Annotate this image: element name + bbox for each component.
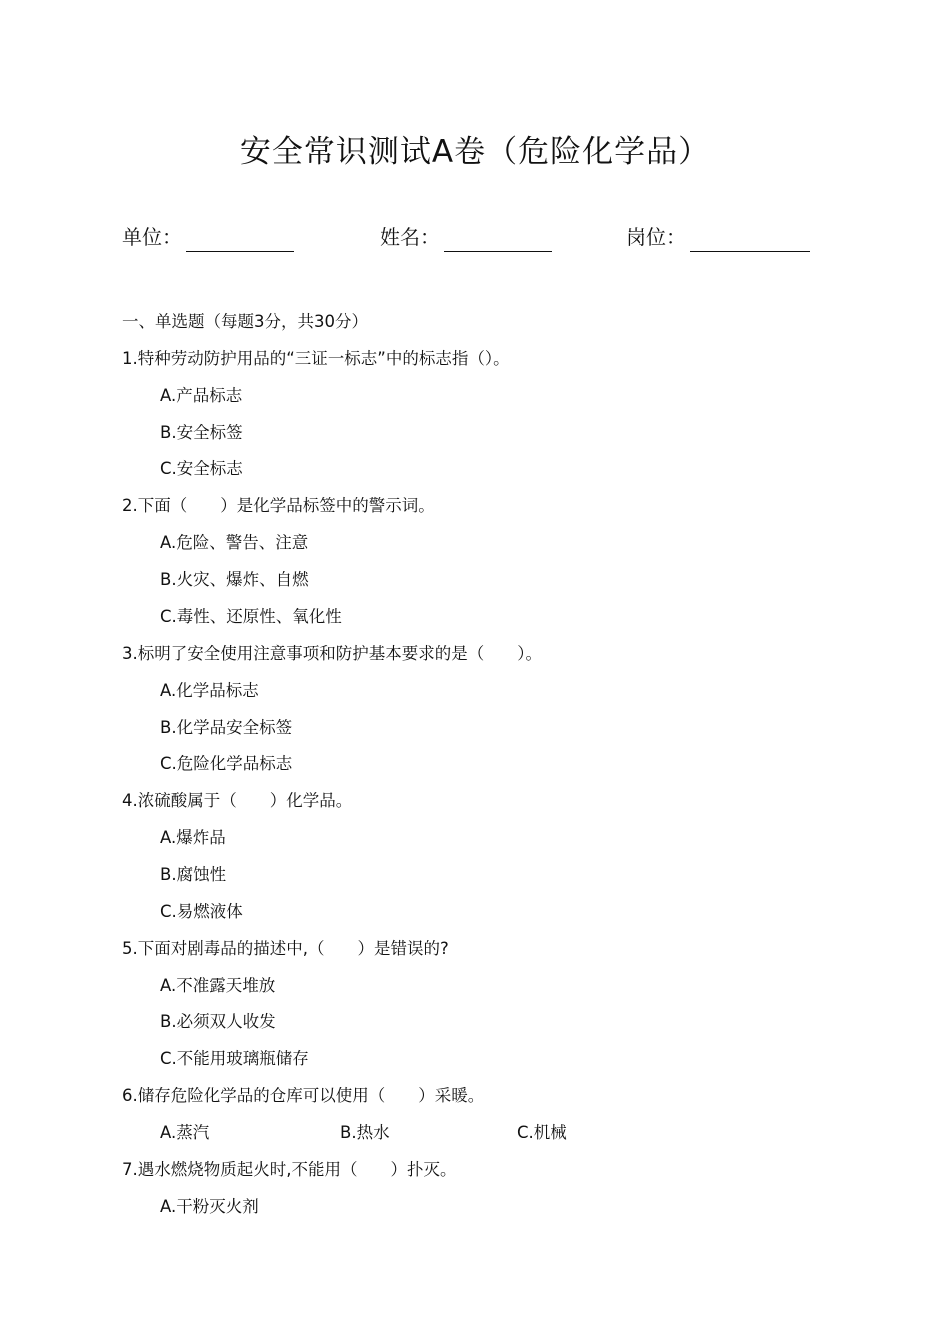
- option: A.危险、警告、注意: [160, 533, 309, 552]
- question-stem: 7.遇水燃烧物质起火时,不能用（ ）扑灭。: [122, 1160, 457, 1179]
- unit-label: 单位：: [122, 225, 182, 249]
- question-stem: 2.下面（ ）是化学品标签中的警示词。: [122, 496, 435, 515]
- question-stem: 3.标明了安全使用注意事项和防护基本要求的是（ ）。: [122, 644, 542, 663]
- page-title: 安全常识测试A卷（危险化学品）: [239, 134, 711, 170]
- post-label: 岗位：: [626, 225, 686, 249]
- option: A.干粉灭火剂: [160, 1197, 259, 1216]
- option: C.机械: [517, 1123, 567, 1142]
- unit-field: [122, 222, 294, 252]
- name-field: [380, 222, 552, 252]
- option: A.化学品标志: [160, 681, 259, 700]
- post-blank[interactable]: [690, 231, 810, 252]
- option: B.必须双人收发: [160, 1012, 276, 1031]
- question-stem: 5.下面对剧毒品的描述中,（ ）是错误的?: [122, 939, 449, 958]
- option: A.蒸汽: [160, 1123, 210, 1142]
- option: B.安全标签: [160, 423, 243, 442]
- question-stem: 1.特种劳动防护用品的“三证一标志”中的标志指（）。: [122, 349, 510, 368]
- option: B.化学品安全标签: [160, 718, 293, 737]
- name-label: 姓名：: [380, 225, 440, 249]
- section-heading: 一、单选题（每题3分，共30分）: [122, 312, 368, 331]
- post-field: [626, 222, 810, 252]
- name-blank[interactable]: [444, 231, 552, 252]
- option: A.产品标志: [160, 386, 243, 405]
- option: B.热水: [340, 1123, 390, 1142]
- option: C.危险化学品标志: [160, 754, 293, 773]
- option: B.火灾、爆炸、自燃: [160, 570, 309, 589]
- option: C.安全标志: [160, 459, 243, 478]
- option: C.不能用玻璃瓶储存: [160, 1049, 309, 1068]
- unit-blank[interactable]: [186, 231, 294, 252]
- option: A.爆炸品: [160, 828, 226, 847]
- question-stem: 4.浓硫酸属于（ ）化学品。: [122, 791, 353, 810]
- option: C.毒性、还原性、氧化性: [160, 607, 342, 626]
- option: A.不准露天堆放: [160, 976, 276, 995]
- question-stem: 6.储存危险化学品的仓库可以使用（ ）采暖。: [122, 1086, 485, 1105]
- option: C.易燃液体: [160, 902, 243, 921]
- option: B.腐蚀性: [160, 865, 227, 884]
